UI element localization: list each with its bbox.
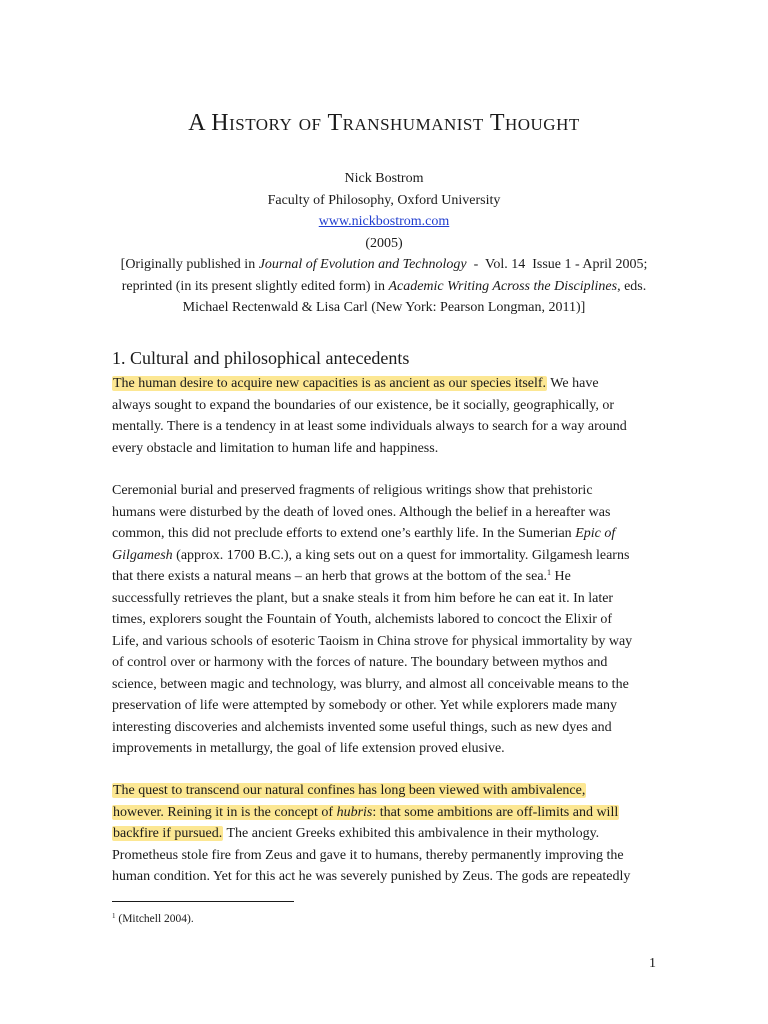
text-line: Ceremonial burial and preserved fragments of religious writings show that prehistoric [112,483,593,498]
paragraph-1 [112,373,660,459]
page-number: 1 [649,956,656,971]
publication-note-line-2 [60,276,708,298]
byline [60,168,708,319]
text-line [112,545,660,567]
footnote-text: (Mitchell 2004). [115,913,194,925]
paragraph-2 [112,480,660,760]
text-span: We have [547,376,599,391]
text-line: science, between magic and technology, was blurry, and almost all conceivable means to the [112,676,629,692]
section-heading: 1. Cultural and philosophical antecedents [112,348,410,368]
author-website-link[interactable]: www.nickbostrom.com [318,214,450,229]
text-line [112,566,660,588]
footnote-marker: 1 [112,912,116,920]
highlighted-text [112,805,619,820]
author-website-row [60,211,708,233]
text-line: preservation of life were attempted by somebody or other. Yet while explorers made many [112,698,618,713]
text-line [112,523,660,545]
italic-title: Gilgamesh [112,547,173,563]
pub-text: - Vol. 14 Issue 1 - April 2005; [466,257,648,272]
text-line: times, explorers sought the Fountain of Youth, alchemists labored to concoct the Elixir of [112,612,613,627]
text-line: mentally. There is a tendency in at least some individuals always to search for a way around [112,419,627,434]
text-span: (approx. 1700 B.C.), a king sets out on a quest for immortality. Gilgamesh learns [172,547,630,563]
highlighted-text: The human desire to acquire new capacities is as ancient as our species itself. [113,376,547,391]
publication-year: (2005) [365,235,403,251]
book-title: Academic Writing Across the Disciplines [388,278,618,294]
text-line: Prometheus stole fire from Zeus and gave it to humans, thereby permanently improving the [112,847,624,863]
pub-text: reprinted (in its present slightly edited form) in [121,278,389,294]
text-line: of control over or harmony with the forces of nature. The boundary between mythos and [112,655,608,670]
footnote [112,913,194,925]
text-line: interesting discoveries and alchemists invented some useful things, such as new dyes and [112,719,612,735]
text-span: He [551,569,571,584]
text-span: that there exists a natural means – an herb that grows at the bottom of the sea. [112,569,548,584]
text-line: successfully retrieves the plant, but a snake steals it from him before he can eat it. In later [112,590,614,606]
highlighted-text: backfire if pursued. [113,826,223,841]
author-name: Nick Bostrom [344,171,424,186]
text-line: always sought to expand the boundaries of our existence, be it socially, geographically, or [112,397,615,413]
pub-text: , eds. [617,278,647,294]
text-span: common, this did not preclude efforts to extend one’s earthly life. In the Sumerian [112,526,576,541]
text-span: The ancient Greeks exhibited this ambivalence in their mythology. [223,826,600,841]
author-affiliation: Faculty of Philosophy, Oxford University [267,192,501,208]
text-line: human condition. Yet for this act he was severely punished by Zeus. The gods are repeatedly [112,869,631,884]
publication-note-line-3: Michael Rectenwald & Lisa Carl (New York: Pearson Longman, 2011)] [182,300,586,315]
pub-text: [Originally published in [120,257,259,272]
document-title: A History of Transhumanist Thought [188,110,580,136]
footnote-divider [112,901,294,902]
text-line [112,823,660,845]
text-line: humans were disturbed by the death of loved ones. Although the belief in a hereafter was [112,504,611,520]
text-line [112,780,660,802]
footnote-reference[interactable]: 1 [547,568,552,577]
publication-note-line-1 [60,254,708,276]
text-span: : that some ambitions are off-limits and will [372,804,619,820]
text-line: every obstacle and limitation to human life and happiness. [112,440,439,456]
text-line [112,373,660,395]
journal-title: Journal of Evolution and Technology [258,257,467,272]
paragraph-3 [112,780,660,888]
italic-term: hubris [336,804,373,820]
italic-title: Epic of [575,526,616,541]
text-span: however. Reining it in is the concept of [113,804,337,820]
text-line: improvements in metallurgy, the goal of life extension proved elusive. [112,741,505,756]
highlighted-text: The quest to transcend our natural confines has long been viewed with ambivalence, [113,783,586,798]
text-line: Life, and various schools of esoteric Taoism in China strove for physical immortality by way [112,633,633,649]
text-line [112,802,660,824]
